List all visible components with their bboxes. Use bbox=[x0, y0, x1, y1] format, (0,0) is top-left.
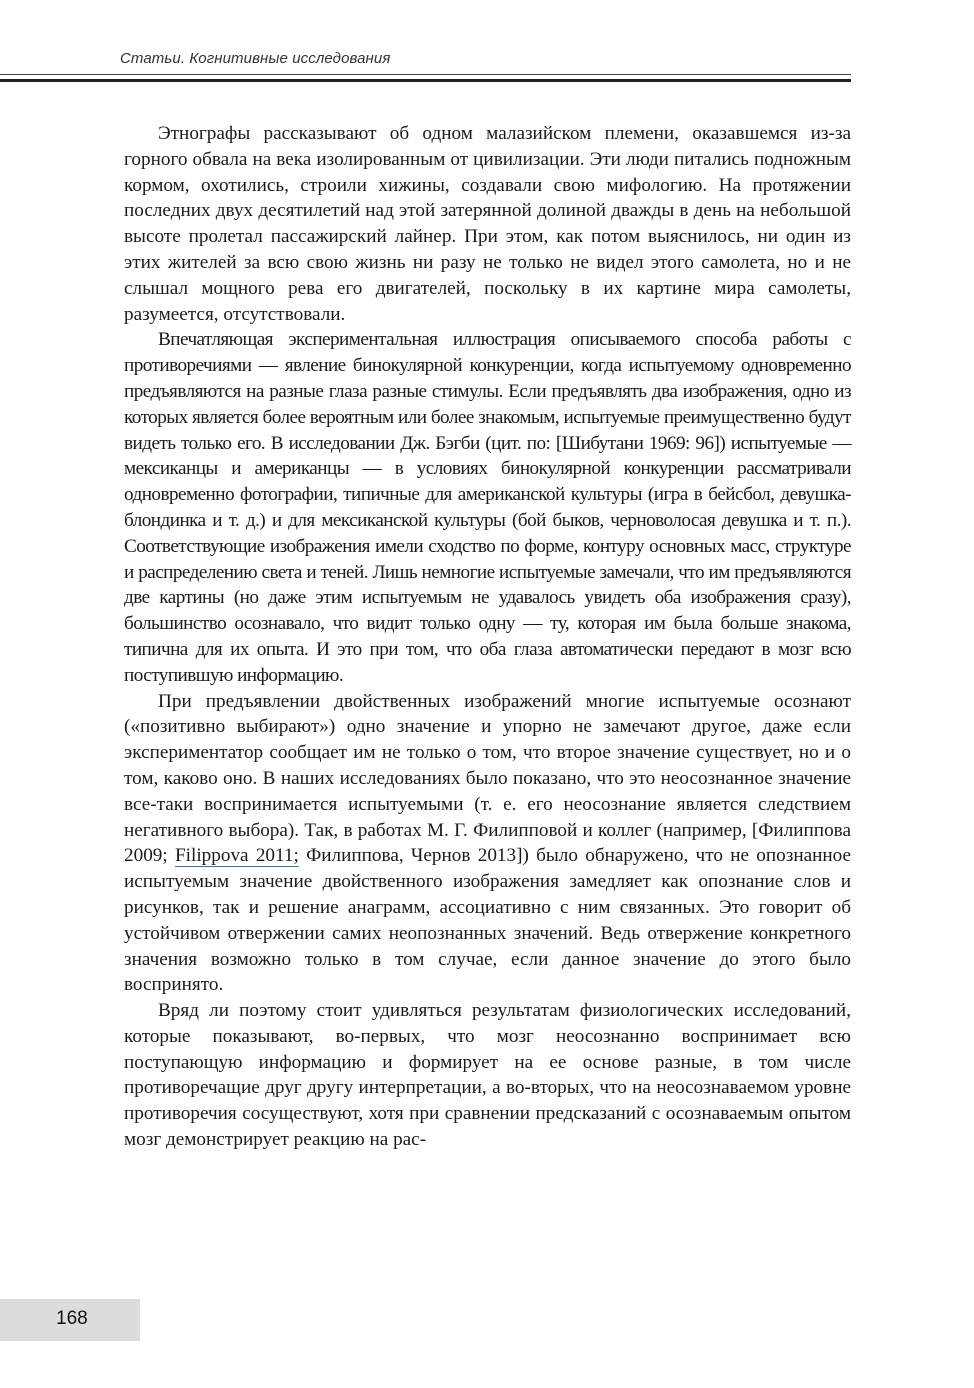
paragraph-3 bbox=[124, 689, 851, 999]
paragraph-4: Вряд ли поэтому стоит удивляться результатам физиологических исследований, которые показывают, во-первых, что мозг неосознанно воспринимает всю поступающую информацию и формирует на ее основе разные, в том числе противоречащие друг другу интерпретации, а во-вторых, что на неосознаваемом уровне противоречия сосуществуют, хотя при сравнении предсказаний с осознаваемым опытом мозг демонстрирует реакцию на рас- bbox=[124, 1000, 851, 1151]
article-body bbox=[124, 121, 851, 1153]
paragraph-2: Впечатляющая экспериментальная иллюстрация описываемого способа работы с противоречиями — явление бинокулярной конкуренции, когда испытуемому одновременно предъявляются на разные глаза разные стимулы. Если предъявлять два изображения, одно из которых является более вероятным или более знакомым, испытуемые преимущественно будут видеть только его. В исследовании Дж. Бэгби (цит. по: [Шибутани 1969: 96]) испытуемые — мексиканцы и американцы — в условиях бинокулярной конкуренции рассматривали одновременно фотографии, типичные для американской культуры (игра в бейсбол, девушка-блондинка и т. д.) и для мексиканской культуры (бой быков, черноволосая девушка и т. п.). Соответствующие изображения имели сходство по форме, контуру основных масс, структуре и распределению света и теней. Лишь немногие испытуемые замечали, что им предъявляются две картины (но даже этим испытуемым не удавалось увидеть оба изображения сразу), большинство осознавало, что видит только одну — ту, которая им была больше знакома, типична для их опыта. И это при том, что оба глаза автоматически передают в мозг всю поступившую информацию. bbox=[124, 329, 851, 686]
paragraph-1: Этнографы рассказывают об одном малазийском племени, оказавшемся из-за горного обвала на века изолированным от цивилизации. Эти люди питались подножным кормом, охотились, строили хижины, создавали свою мифологию. На протяжении последних двух десятилетий над этой затерянной долиной дважды в день на небольшой высоте пролетал пассажирский лайнер. При этом, как потом выяснилось, ни один из этих жителей за всю свою жизнь ни разу не только не видел этого самолета, но и не слышал мощного рева его двигателей, поскольку в их картине мира самолеты, разумеется, отсутствовали. bbox=[124, 123, 851, 325]
paragraph-3-text-start: При предъявлении двойственных изображений многие испытуемые осознают («позитивно выбирают») одно значение и упорно не замечают другое, даже если экспериментатор сообщает им не только о том, что второе значение существует, но и о том, каково оно. В наших исследованиях было показано, что это неосознанное значение все-таки воспринимается испытуемыми (т. е. его неосознание является следствием негативного выбора). Так, в работах М. Г. Филипповой и коллег (например, [Филиппова 2009; bbox=[124, 690, 851, 867]
reference-link-filippova-2011[interactable]: Filippova 2011; bbox=[175, 845, 299, 867]
page-number-box bbox=[0, 1299, 140, 1341]
page-number: 168 bbox=[56, 1308, 88, 1329]
header-rule-thin bbox=[0, 74, 851, 75]
header-rule-thick bbox=[0, 79, 851, 82]
running-header: Статьи. Когнитивные исследования bbox=[120, 50, 391, 67]
paragraph-3-text-end: Филиппова, Чернов 2013]) было обнаружено, что не опознанное испытуемым значение двойственного изображения замедляет как опознание слов и рисунков, так и решение анаграмм, ассоциативно с ним связанных. Это говорит об устойчивом отвержении самих неопознанных значений. Ведь отвержение конкретного значения возможно только в том случае, если данное значение до этого было воспринято. bbox=[124, 845, 851, 996]
